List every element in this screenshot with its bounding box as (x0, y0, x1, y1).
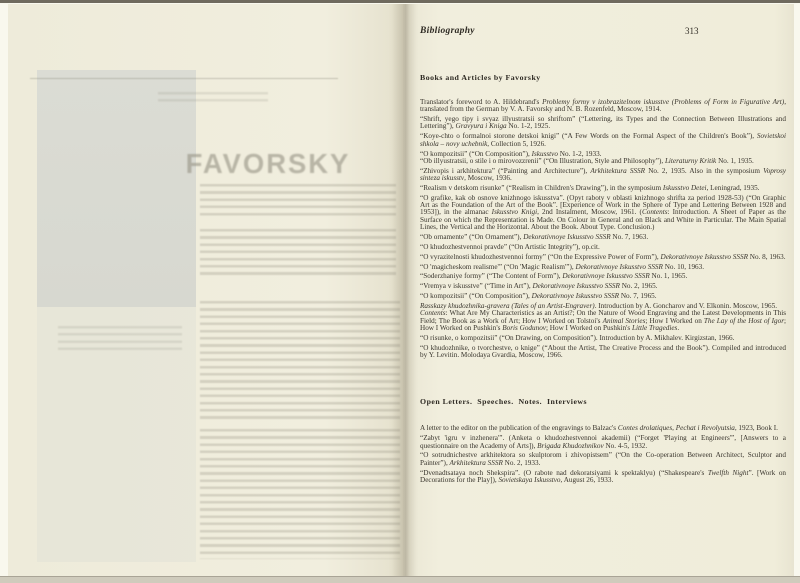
entry-text: ; How I Worked on Pushkin's (545, 324, 633, 333)
entry-text: No. 8, 1963. (747, 252, 786, 261)
ghost-text-block (200, 184, 396, 220)
entry-title-italic: Twelfth Night (707, 468, 749, 477)
entry-title-italic: Iskusstvo Detei (662, 183, 707, 192)
entry-text: “Ob ornamente” (“On Ornament”), (420, 232, 524, 241)
scan-top-edge (0, 0, 800, 3)
entry-text: . Introduction by A. Goncharov and V. Elkonin. Moscow, 1965. (594, 302, 778, 311)
entry-text: “Ob illyustratsii, o stile i o mirovozzrenii” (“On Illustration, Style and Philosophy”), (420, 156, 665, 165)
entry-text: “Shrift, yego tipy i svyaz illyustratsii so shriftom” (“Lettering, its Types and the Connection Between Illustrations and Lettering”), (420, 115, 786, 131)
bibliography-entry (420, 168, 786, 183)
entry-text: No. 1, 1935. (716, 156, 754, 165)
bibliography-entry (420, 185, 786, 192)
entry-title-italic: Sovietskoi shkola – novy uchebnik (420, 132, 786, 148)
entry-text: No. 7, 1963. (610, 232, 649, 241)
entry-text: “O sotrudnichestve arkhitektora so skulptorom i zhivopistsem” (“On the Co-operation Between Architect, Sculptor and Painter”), (420, 451, 786, 467)
entry-title-italic: Gravyura i Kniga (455, 122, 507, 131)
entry-text: “O khudozhnike, o tvorchestve, o knige” (“About the Artist, The Creative Process and the Book”). Compiled and introduced by Y. Levitin. Molodaya Gvardia, Moscow, 1966. (420, 343, 786, 360)
entry-text: No. 7, 1965. (619, 292, 657, 301)
bibliography-entry (420, 234, 786, 241)
page-number: 313 (685, 26, 699, 36)
bibliography-entry (420, 345, 786, 360)
entry-text: : What Are My Characteristics as an Artist?; On the Nature of Wood Engraving and the Latest Developments in This Field; The Book as a Work of Art; How I Worked on Tolstoi's (420, 309, 786, 325)
entry-text: , 1923, Book I. (734, 424, 778, 433)
entry-title-italic: Iskusstvo Knigi (491, 208, 538, 217)
entry-title-italic: The Lay of the Host of Igor (703, 316, 785, 325)
bibliography-entry (420, 435, 786, 450)
entry-text: . (677, 324, 680, 333)
bibliography-entry (420, 310, 786, 332)
entry-title-italic: Contents (420, 309, 446, 318)
entry-title-italic: Pechat i Revolyutsia (675, 424, 735, 433)
entry-text: “O vyrazitelnosti khudozhestvennoi formy” (“On the Expressive Power of Form”), (420, 252, 661, 261)
bibliography-entry (420, 264, 786, 271)
bibliography-entry (420, 195, 786, 231)
bibliography-entry (420, 273, 786, 280)
entry-text: “O grafike, kak ob osnove knizhnogo iskusstva”. (Opyt raboty v oblasti knizhnogo shrifta za period 1928-53) (“On Graphic Art as the Foundation of the Art of the Book”. [Experience of Work in the Sphere of Type and Lettering Between 1928 and 1953]), in the almanac (420, 193, 786, 217)
bibliography-entry (420, 425, 786, 432)
entry-text: A letter to the editor on the publication of the engravings to Balzac's (420, 424, 618, 433)
section-entries-books-articles (420, 99, 786, 359)
entry-title-italic: Brigada Khudozhnikov (537, 441, 604, 450)
entry-title-italic: Problemy formy v izobrazitelnom iskusstve (Problems of Form in Figurative Art) (542, 98, 785, 106)
ghost-title-text: FAVORSKY (185, 148, 351, 179)
entry-text: , Moscow, 1936. (464, 174, 512, 183)
entry-text: No. 1-2, 1925. (506, 122, 551, 131)
entry-text: , Leningrad, 1935. (706, 183, 760, 192)
entry-title-italic: Dekorativnoye Iskusstvo SSSR (523, 232, 611, 241)
entry-text: , (672, 424, 676, 433)
entry-text: No. 2, 1965. (619, 282, 658, 291)
entry-title-italic: Arkhitektura SSSR (590, 166, 646, 175)
entry-text: ; How I Worked on Pushkin's (420, 316, 787, 333)
entry-text: “Zabyt 'igru v inzhenera'”. (Anketa o khudozhestvennoi akademii) (“Forget 'Playing at Engineers'”, [Answers to a questionnaire on the Academy of Arts]), (420, 434, 786, 450)
entry-text: Translator's foreword to A. Hildebrand's (420, 98, 543, 106)
entry-title-italic: Little Tragedies (632, 324, 678, 333)
entry-text: , 2nd Instalment, Moscow, 1961. ( (537, 208, 642, 217)
entry-text: ; How I Worked on (645, 316, 704, 325)
entry-title-italic: Dekorativnoye Iskusstvo SSSR (562, 272, 650, 281)
entry-text: “O risunke, o kompozitsii” (“On Drawing, on Composition”). Introduction by A. Mikhalev. Kirgizstan, 1966. (420, 333, 735, 342)
entry-text: , August 26, 1933. (560, 475, 614, 484)
bibliography-column (420, 26, 786, 484)
bibliography-entry (420, 158, 786, 165)
ghost-rule (30, 78, 338, 79)
bibliography-entry (420, 116, 786, 131)
ghost-text-block (58, 326, 182, 352)
section-entries-open-letters (420, 425, 786, 484)
scan-bottom-edge (0, 576, 800, 583)
left-page (8, 4, 404, 576)
entry-title-italic: Contes drolatiques (617, 424, 673, 433)
entry-text: No. 2, 1933. (502, 458, 541, 467)
entry-title-italic: Dekorativnoye Iskusstvo SSSR (531, 292, 620, 301)
ghost-text-block (200, 229, 396, 277)
ghost-text-block (200, 429, 400, 559)
bibliography-entry (420, 452, 786, 467)
entry-text: ”. [Work on Decorations for the Play]), (420, 468, 787, 484)
entry-title-italic: Arkhitektura SSSR (449, 458, 503, 467)
entry-text: “O khudozhestvennoi pravde” (“On Artistic Integrity”), op.cit. (420, 242, 600, 251)
entry-text: “Soderzhaniye formy” (“The Content of Form”), (420, 272, 563, 281)
entry-text: “Realism v detskom risunke” (“Realism in Children's Drawing”), in the symposium (420, 183, 663, 192)
entry-text: “Koye-chto o formalnoi storone detskoi knigi” (“A Few Words on the Formal Aspect of the Children's Book”), (420, 132, 757, 141)
entry-text: “O 'magicheskom realisme'” (“On 'Magic Realism'”), (420, 262, 576, 271)
bibliography-entry (420, 244, 786, 251)
entry-text: No. 1, 1965. (649, 272, 688, 281)
running-header: Bibliography (420, 26, 475, 36)
entry-text: , Collection 5, 1926. (487, 139, 546, 148)
bibliography-entry (420, 470, 786, 485)
entry-text: “Zhivopis i arkhitektura” (“Painting and Architecture”), (420, 166, 591, 175)
ghost-text-block (158, 92, 268, 104)
entry-title-italic: Iskusstvo (531, 149, 558, 158)
entry-title-italic: Dekorativnoye Iskusstvo SSSR (532, 282, 620, 291)
entry-title-italic: Dekorativnoye Iskusstvo SSSR (575, 262, 663, 271)
bibliography-entry (420, 335, 786, 342)
entry-title-italic: Contents (641, 208, 668, 217)
entry-text: No. 10, 1963. (662, 262, 705, 271)
entry-text: “Dvenadtsataya noch Shekspira”. (O rabote nad dekoratsiyami k spektaklyu) (“Shakespeare's (420, 468, 708, 477)
entry-text: No. 1-2, 1933. (557, 149, 602, 158)
entry-text: “O kompozitsii” (“On Composition”), (420, 292, 532, 301)
entry-title-italic: Voprosy sinteza iskusstv (420, 166, 787, 183)
bibliography-entry (420, 293, 786, 300)
entry-text: No. 2, 1935. Also in the symposium (645, 166, 764, 175)
bibliography-entry (420, 254, 786, 261)
entry-title-italic: Rasskazy khudozhnika-gravera (Tales of an Artist-Engraver) (420, 302, 595, 311)
entry-title-italic: Boris Godunov (502, 324, 546, 333)
ghost-image-plate (37, 70, 196, 307)
entry-title-italic: Literaturny Kritik (664, 156, 717, 165)
entry-text: “O kompozitsii” (“On Composition”), (420, 149, 532, 158)
entry-text: , translated from the German by V. A. Favorsky and N. B. Rozenfeld, Moscow, 1914. (420, 98, 786, 114)
entry-title-italic: Sovietskaya Iskusstvo (498, 475, 561, 484)
bibliography-entry (420, 133, 786, 148)
entry-text: “Vremya v iskusstve” (“Time in Art”), (420, 282, 533, 291)
page-header (420, 26, 786, 37)
bibliography-entry (420, 283, 786, 290)
entry-text: : Introduction. A Sheet of Paper as the Surface on which the Representation is Made. On Colour in General and on Black and White in Particular. The Main Spatial Lines, the Vertical and the Horizontal. About the Book. About Type. Conclusion.) (420, 208, 787, 232)
page-gutter-shadow (392, 4, 418, 576)
entry-text: No. 4-5, 1932. (603, 441, 648, 450)
section-heading-books-articles: Books and Articles by Favorsky (420, 73, 541, 82)
bibliography-entry (420, 99, 786, 114)
entry-title-italic: Dekorativnoye Iskusstvo SSSR (660, 252, 748, 261)
entry-title-italic: Animal Stories (602, 316, 646, 325)
section-heading-open-letters: Open Letters. Speeches. Notes. Interviews (420, 397, 588, 407)
ghost-text-block (200, 301, 400, 419)
